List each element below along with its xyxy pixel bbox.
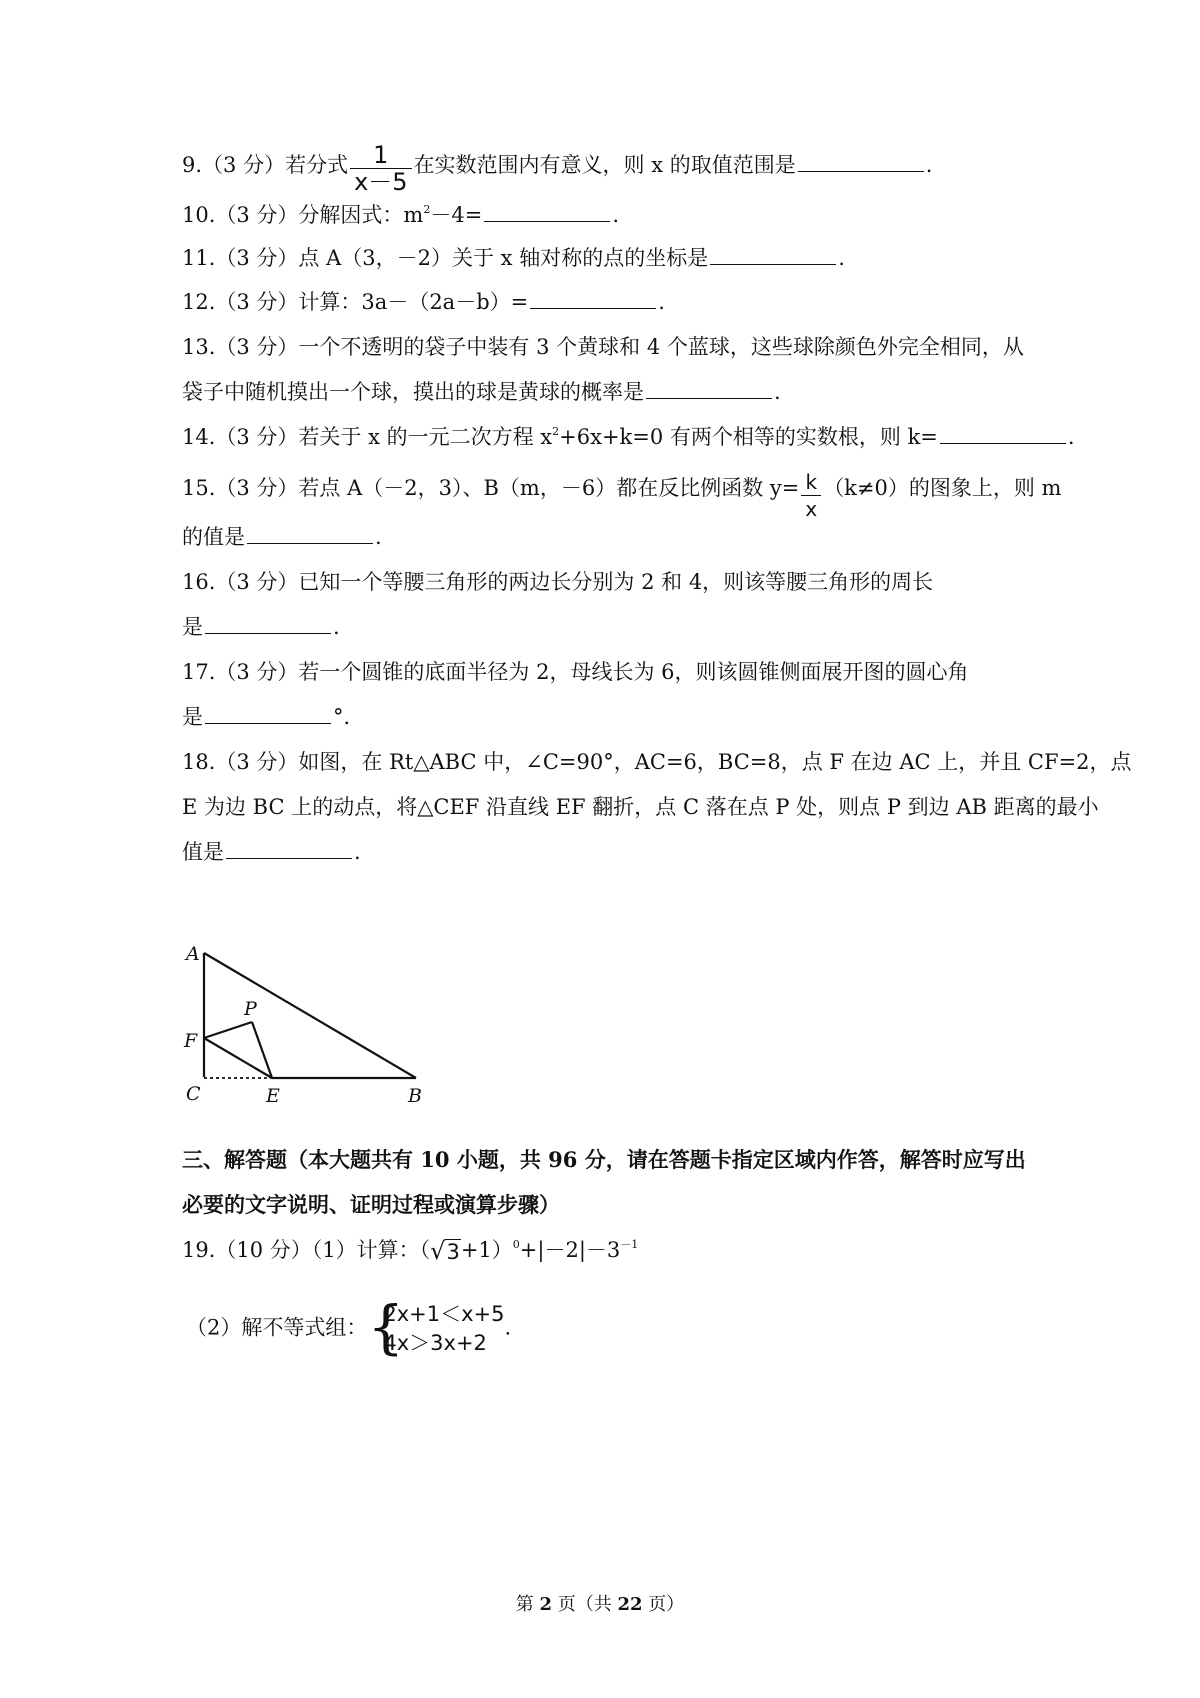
q17-answer-blank[interactable]	[205, 703, 331, 724]
question-10	[182, 200, 619, 230]
section-3-heading-line-2	[182, 1190, 560, 1220]
q10-exponent: 2	[423, 203, 431, 216]
q10-answer-blank[interactable]	[484, 201, 610, 222]
q10-text-post: －4=	[430, 203, 483, 227]
sqrt-radicand: 3	[446, 1240, 460, 1264]
label-b: B	[408, 1085, 422, 1107]
question-9	[182, 140, 933, 196]
question-13-line-2	[182, 377, 781, 407]
segment-pe	[252, 1022, 272, 1078]
brace-symbol: {	[367, 1293, 405, 1361]
q15-text-post: （k≠0）的图象上，则 m	[823, 476, 1062, 500]
q13-text-line-1: 13.（3 分）一个不透明的袋子中装有 3 个黄球和 4 个蓝球，这些球除颜色外完全相同，从	[182, 335, 1024, 359]
question-15-line-2	[182, 522, 382, 552]
footer-page-number: 2	[539, 1594, 552, 1615]
q18-end: .	[354, 840, 361, 864]
triangle-figure	[182, 940, 432, 1115]
question-17-line-1	[182, 657, 969, 687]
section-3-text-line-1: 三、解答题（本大题共有 10 小题，共 96 分，请在答题卡指定区域内作答，解答时应写出	[182, 1147, 1026, 1172]
q10-end: .	[612, 203, 620, 227]
inequality-system	[367, 1293, 505, 1361]
segment-fp	[204, 1022, 252, 1038]
q9-text-pre: 9.（3 分）若分式	[182, 153, 349, 177]
page-footer	[0, 1590, 1200, 1616]
q9-denominator: x－5	[350, 168, 411, 195]
q11-answer-blank[interactable]	[710, 244, 836, 265]
q13-end: .	[774, 380, 781, 404]
q18-text-line-3: 值是	[182, 840, 224, 864]
footer-pre: 第	[515, 1594, 540, 1615]
q19-exponent-zero: 0	[512, 1238, 520, 1251]
q14-text-pre: 14.（3 分）若关于 x 的一元二次方程 x	[182, 425, 553, 449]
q19-part2-end: .	[504, 1315, 512, 1340]
section-3-text-line-2: 必要的文字说明、证明过程或演算步骤）	[182, 1192, 560, 1217]
q14-exponent: 2	[552, 425, 560, 438]
q15-end: .	[375, 525, 382, 549]
q14-answer-blank[interactable]	[940, 423, 1066, 444]
sqrt-symbol: √	[430, 1237, 446, 1265]
q14-text-post: +6x+k=0 有两个相等的实数根，则 k=	[559, 425, 938, 449]
q18-text-line-1: 18.（3 分）如图，在 Rt△ABC 中，∠C=90°，AC=6，BC=8，点 F 在边 AC 上，并且 CF=2，点	[182, 750, 1132, 774]
q16-text-line-1: 16.（3 分）已知一个等腰三角形的两边长分别为 2 和 4，则该等腰三角形的周长	[182, 570, 934, 594]
q13-answer-blank[interactable]	[646, 378, 772, 399]
q19-part1-pre: 19.（10 分）（1）计算：（	[182, 1238, 431, 1262]
q19-part1-rest: +|－2|－3	[519, 1238, 621, 1262]
q15-text-pre: 15.（3 分）若点 A（－2，3）、B（m，－6）都在反比例函数 y=	[182, 476, 800, 500]
q16-answer-blank[interactable]	[205, 613, 331, 634]
q15-denominator: x	[801, 495, 821, 522]
label-f: F	[184, 1030, 198, 1052]
question-18-line-2	[182, 792, 1099, 822]
q9-numerator: 1	[373, 141, 389, 169]
question-16-line-1	[182, 567, 933, 597]
question-15-line-1	[182, 463, 1062, 521]
q15-answer-blank[interactable]	[247, 523, 373, 544]
question-19-part-2	[186, 1293, 512, 1361]
question-18-line-3	[182, 837, 361, 867]
q10-text-pre: 10.（3 分）分解因式：m	[182, 203, 424, 227]
q9-answer-blank[interactable]	[798, 151, 924, 172]
question-18-line-1	[182, 747, 1132, 777]
q15-text-line-2: 的值是	[182, 525, 245, 549]
q16-text-line-2: 是	[182, 615, 203, 639]
label-a: A	[186, 943, 200, 965]
footer-mid: 页（共	[552, 1594, 618, 1615]
segment-fe	[204, 1038, 272, 1078]
q17-end: °．	[333, 705, 365, 729]
q11-text: 11.（3 分）点 A（3，－2）关于 x 轴对称的点的坐标是	[182, 246, 709, 270]
q15-fraction	[801, 469, 821, 522]
q13-text-line-2: 袋子中随机摸出一个球，摸出的球是黄球的概率是	[182, 380, 644, 404]
q19-part1-post: +1）	[460, 1238, 513, 1262]
q12-text: 12.（3 分）计算：3a－（2a－b）=	[182, 290, 529, 314]
question-19-part-1	[182, 1235, 638, 1267]
q18-answer-blank[interactable]	[226, 838, 352, 859]
q9-end: .	[925, 153, 933, 177]
q19-part2-pre: （2）解不等式组：	[186, 1315, 368, 1340]
sqrt-expression	[430, 1236, 461, 1267]
question-13-line-1	[182, 332, 1024, 362]
q9-fraction	[350, 142, 411, 195]
inequality-1: 2x+1＜x+5	[383, 1302, 505, 1326]
q12-answer-blank[interactable]	[530, 288, 656, 309]
q12-end: .	[658, 290, 665, 314]
q17-text-line-2: 是	[182, 705, 203, 729]
footer-post: 页）	[642, 1594, 685, 1615]
q9-text-post: 在实数范围内有意义，则 x 的取值范围是	[413, 153, 796, 177]
label-e: E	[266, 1085, 280, 1107]
q14-end: .	[1067, 425, 1075, 449]
q17-text-line-1: 17.（3 分）若一个圆锥的底面半径为 2，母线长为 6，则该圆锥侧面展开图的圆心角	[182, 660, 969, 684]
side-ab	[204, 953, 416, 1078]
q19-exponent-neg-one: －1	[620, 1238, 639, 1251]
inequality-2: 4x＞3x+2	[383, 1331, 487, 1355]
question-17-line-2	[182, 702, 365, 732]
footer-total-pages: 22	[617, 1594, 643, 1615]
question-14	[182, 422, 1075, 452]
question-16-line-2	[182, 612, 340, 642]
q16-end: .	[333, 615, 340, 639]
q15-numerator: k	[805, 470, 818, 494]
question-12	[182, 287, 665, 317]
q11-end: .	[838, 246, 845, 270]
label-c: C	[186, 1083, 201, 1105]
q18-text-line-2: E 为边 BC 上的动点，将△CEF 沿直线 EF 翻折，点 C 落在点 P 处，则点 P 到边 AB 距离的最小	[182, 795, 1099, 819]
question-11	[182, 243, 845, 273]
label-p: P	[244, 998, 257, 1020]
section-3-heading-line-1	[182, 1145, 1026, 1175]
